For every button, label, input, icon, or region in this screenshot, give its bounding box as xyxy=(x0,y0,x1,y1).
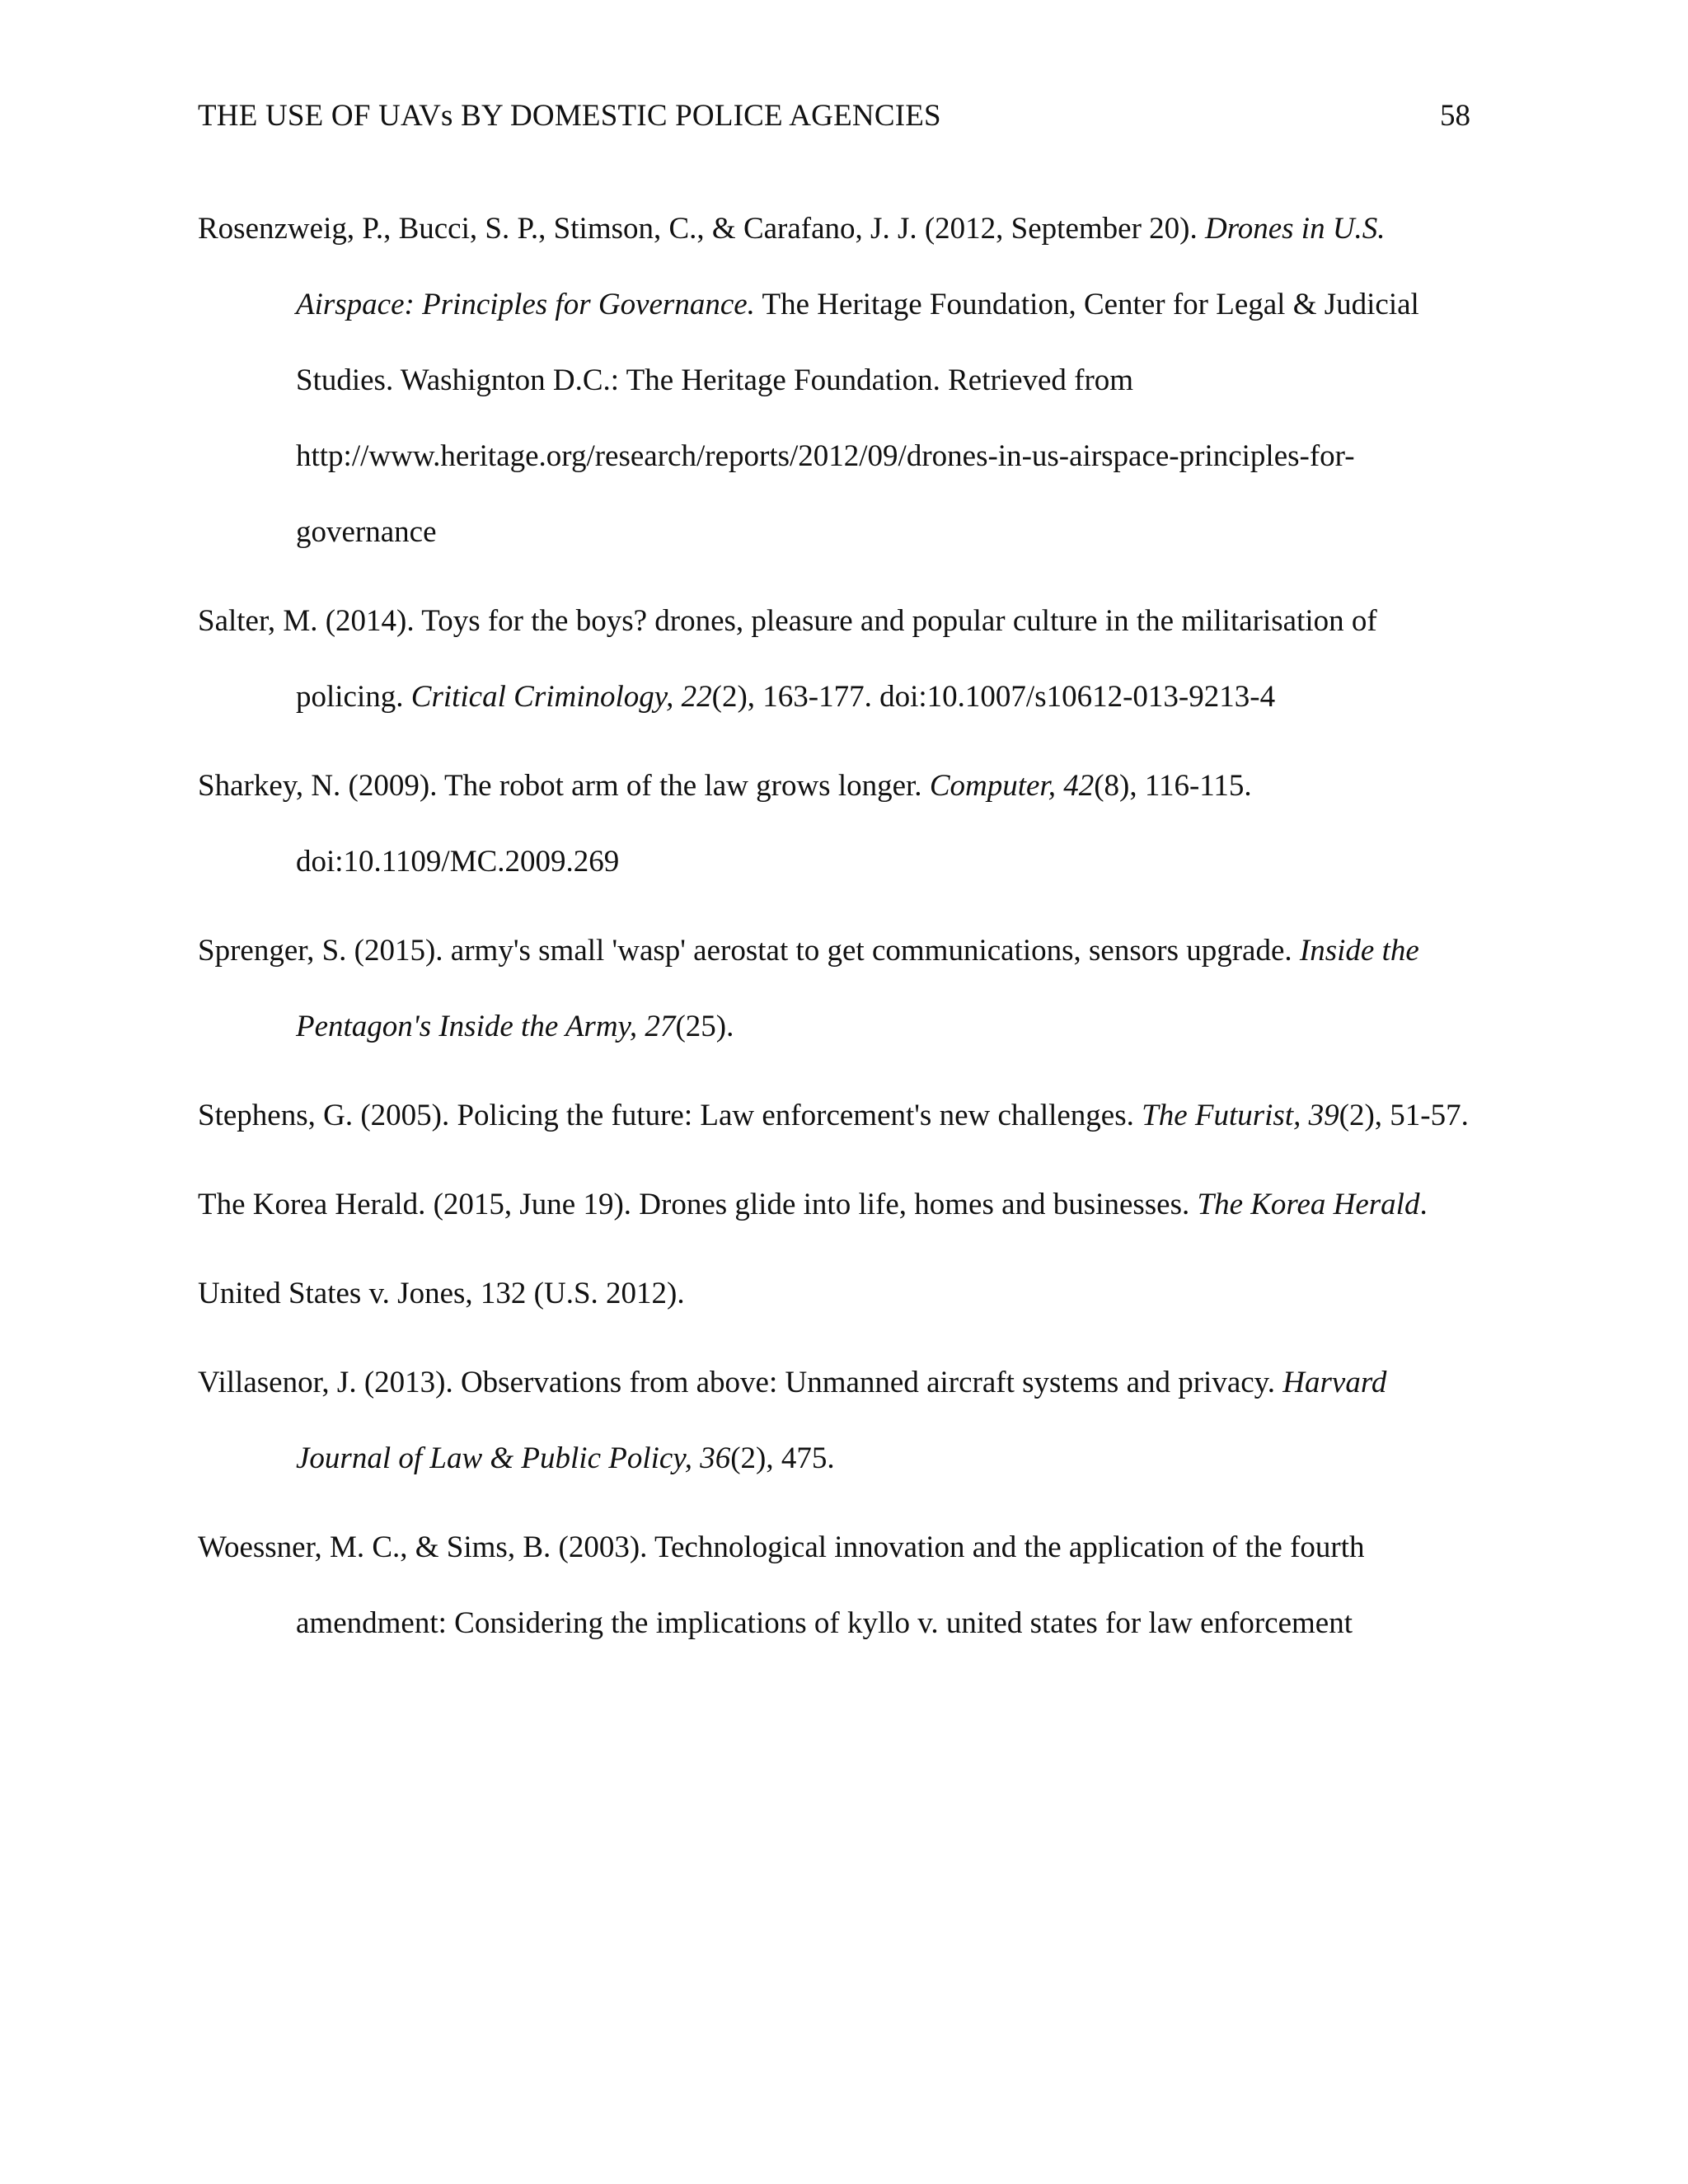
reference-text: Villasenor, J. (2013). Observations from above: Unmanned aircraft systems and privacy. xyxy=(198,1366,1283,1399)
reference-journal: Harvard Journal of Law & Public Policy, 36 xyxy=(296,1366,1387,1475)
running-head: THE USE OF UAVs BY DOMESTIC POLICE AGENCIES xyxy=(198,99,941,133)
reference-text: Rosenzweig, P., Bucci, S. P., Stimson, C., & Carafano, J. J. (2012, September 20). xyxy=(198,212,1205,246)
reference-entry-rosenzweig xyxy=(198,191,1484,570)
reference-entry-sharkey xyxy=(198,748,1484,900)
reference-entry-united-states-v-jones xyxy=(198,1256,1484,1332)
reference-text: Stephens, G. (2005). Policing the future: Law enforcement's new challenges. xyxy=(198,1099,1142,1132)
reference-text: (2), 51-57. xyxy=(1339,1099,1469,1132)
reference-text: Salter, M. (2014). Toys for the boys? drones, pleasure and popular culture in the militarisation of policing. xyxy=(198,604,1377,714)
reference-journal: Critical Criminology, 22 xyxy=(410,680,712,714)
reference-text: Sprenger, S. (2015). army's small 'wasp' aerostat to get communications, sensors upgrade. xyxy=(198,934,1300,968)
reference-journal: The Futurist, 39 xyxy=(1142,1099,1339,1132)
reference-entry-stephens xyxy=(198,1078,1484,1154)
reference-text: The Heritage Foundation, Center for Legal & Judicial Studies. Washignton D.C.: The Heritage Foundation. Retrieved from http://www.heritage.org/research/reports/2012/09/drones-in-us-airspace-principles-for-governance xyxy=(296,288,1419,549)
page-number: 58 xyxy=(1440,99,1470,133)
reference-list xyxy=(198,191,1484,1675)
reference-entry-villasenor xyxy=(198,1345,1484,1497)
reference-text: United States v. Jones, 132 (U.S. 2012). xyxy=(198,1277,685,1310)
reference-text: (2), 475. xyxy=(730,1441,835,1475)
reference-entry-korea-herald xyxy=(198,1167,1484,1243)
reference-text: (25). xyxy=(675,1010,734,1043)
reference-title: Drones in U.S. Airspace: Principles for Governance. xyxy=(296,212,1386,321)
reference-journal: The Korea Herald xyxy=(1197,1188,1420,1221)
reference-journal: Computer, 42 xyxy=(929,769,1095,803)
reference-text: The Korea Herald. (2015, June 19). Drones glide into life, homes and businesses. xyxy=(198,1188,1198,1221)
reference-entry-woessner xyxy=(198,1510,1484,1661)
reference-text: Woessner, M. C., & Sims, B. (2003). Technological innovation and the application of the fourth amendment: Considering the implications of kyllo v. united states for law enforcement xyxy=(198,1530,1365,1640)
reference-text: . xyxy=(1419,1188,1428,1221)
reference-text: (2), 163-177. doi:10.1007/s10612-013-9213-4 xyxy=(711,680,1276,714)
reference-text: (8), 116-115. doi:10.1109/MC.2009.269 xyxy=(296,769,1252,879)
reference-text: Sharkey, N. (2009). The robot arm of the law grows longer. xyxy=(198,769,930,803)
reference-entry-salter xyxy=(198,583,1484,735)
reference-journal: Inside the Pentagon's Inside the Army, 27 xyxy=(296,934,1419,1043)
reference-entry-sprenger xyxy=(198,913,1484,1065)
